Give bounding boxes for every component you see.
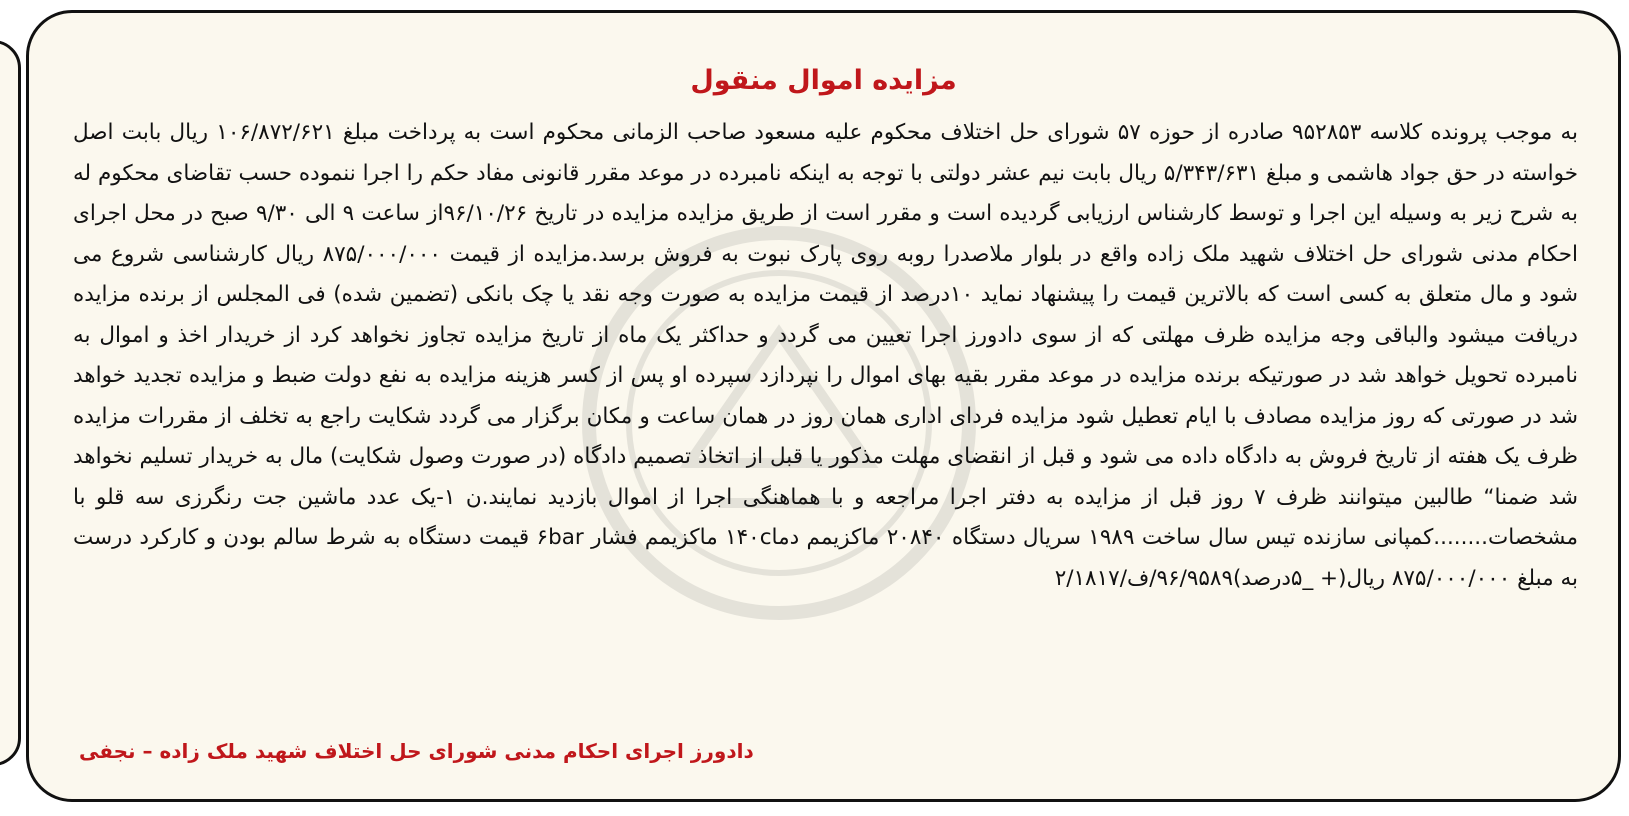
notice-title: مزایده اموال منقول <box>690 65 957 96</box>
notice-body: به موجب پرونده کلاسه ۹۵۲۸۵۳ صادره از حوزه ۵۷ شورای حل اختلاف محکوم علیه مسعود صاحب الزمانی محکوم است به پرداخت مبلغ ۱۰۶/۸۷۲/۶۲۱ ریال بابت اصل خواسته در حق جواد هاشمی و مبلغ ۵/۳۴۳/۶۳۱ ریال بابت نیم عشر دولتی با توجه به اینکه نامبرده در موعد مقرر قانونی مفاد حکم را اجرا ننموده حسب تقاضای محکوم له به شرح زیر به وسیله این اجرا و توسط کارشناس ارزیابی گردیده است و مقرر است از طریق مزایده مزایده در تاریخ ۹۶/۱۰/۲۶از ساعت ۹ الی ۹/۳۰ صبح در محل اجرای احکام مدنی شورای حل اختلاف شهید ملک زاده واقع در بلوار ملاصدرا روبه روی پارک نبوت به فروش برسد.مزایده از قیمت ۸۷۵/۰۰۰/۰۰۰ ریال کارشناسی شروع می شود و مال متعلق به کسی است که بالاترین قیمت را پیشنهاد نماید ۱۰درصد از قیمت مزایده به صورت وجه نقد یا چک بانکی (تضمین شده) فی المجلس از برنده مزایده دریافت میشود والباقی وجه مزایده ظرف مهلتی که از سوی دادورز اجرا تعیین می گردد و حداکثر یک ماه از تاریخ مزایده تجاوز نخواهد کرد از خریدار اخذ و اموال به نامبرده تحویل خواهد شد در صورتیکه برنده مزایده در موعد مقرر بقیه بهای اموال را نپردازد سپرده او پس از کسر هزینه مزایده به نفع دولت ضبط و مزایده تجدید خواهد شد در صورتی که روز مزایده مصادف با ایام تعطیل شود مزایده فردای اداری همان روز در همان ساعت و مکان برگزار می گردد شکایت راجع به تخلف از مقررات مزایده ظرف یک هفته از تاریخ فروش به دادگاه داده می شود و قبل از انقضای مهلت مذکور یا قبل از اتخاذ تصمیم دادگاه (در صورت وصول شکایت) مال به خریدار تسلیم نخواهد شد ضمنا“ طالبین میتوانند ظرف ۷ روز قبل از مزایده به دفتر اجرا مراجعه و با هماهنگی اجرا از اموال بازدید نمایند.ن ۱-یک عدد ماشین جت رنگرزی سه قلو با مشخصات........کمپانی سازنده تیس سال ساخت ۱۹۸۹ سریال دستگاه ۲۰۸۴۰ ماکزیمم دما۱۴۰c ماکزیمم فشار ۶bar قیمت دستگاه به شرط سالم بودن و کارکرد درست به مبلغ ۸۷۵/۰۰۰/۰۰۰ ریال(+ _۵درصد)۹۶/۹۵۸۹/ف/۲/۱۸۱۷ <box>73 120 1579 591</box>
adjacent-ad-fragment <box>0 40 21 766</box>
notice-signature: دادورز اجرای احکام مدنی شورای حل اختلاف شهید ملک زاده – نجفی <box>79 739 754 763</box>
auction-notice-box <box>26 10 1621 802</box>
